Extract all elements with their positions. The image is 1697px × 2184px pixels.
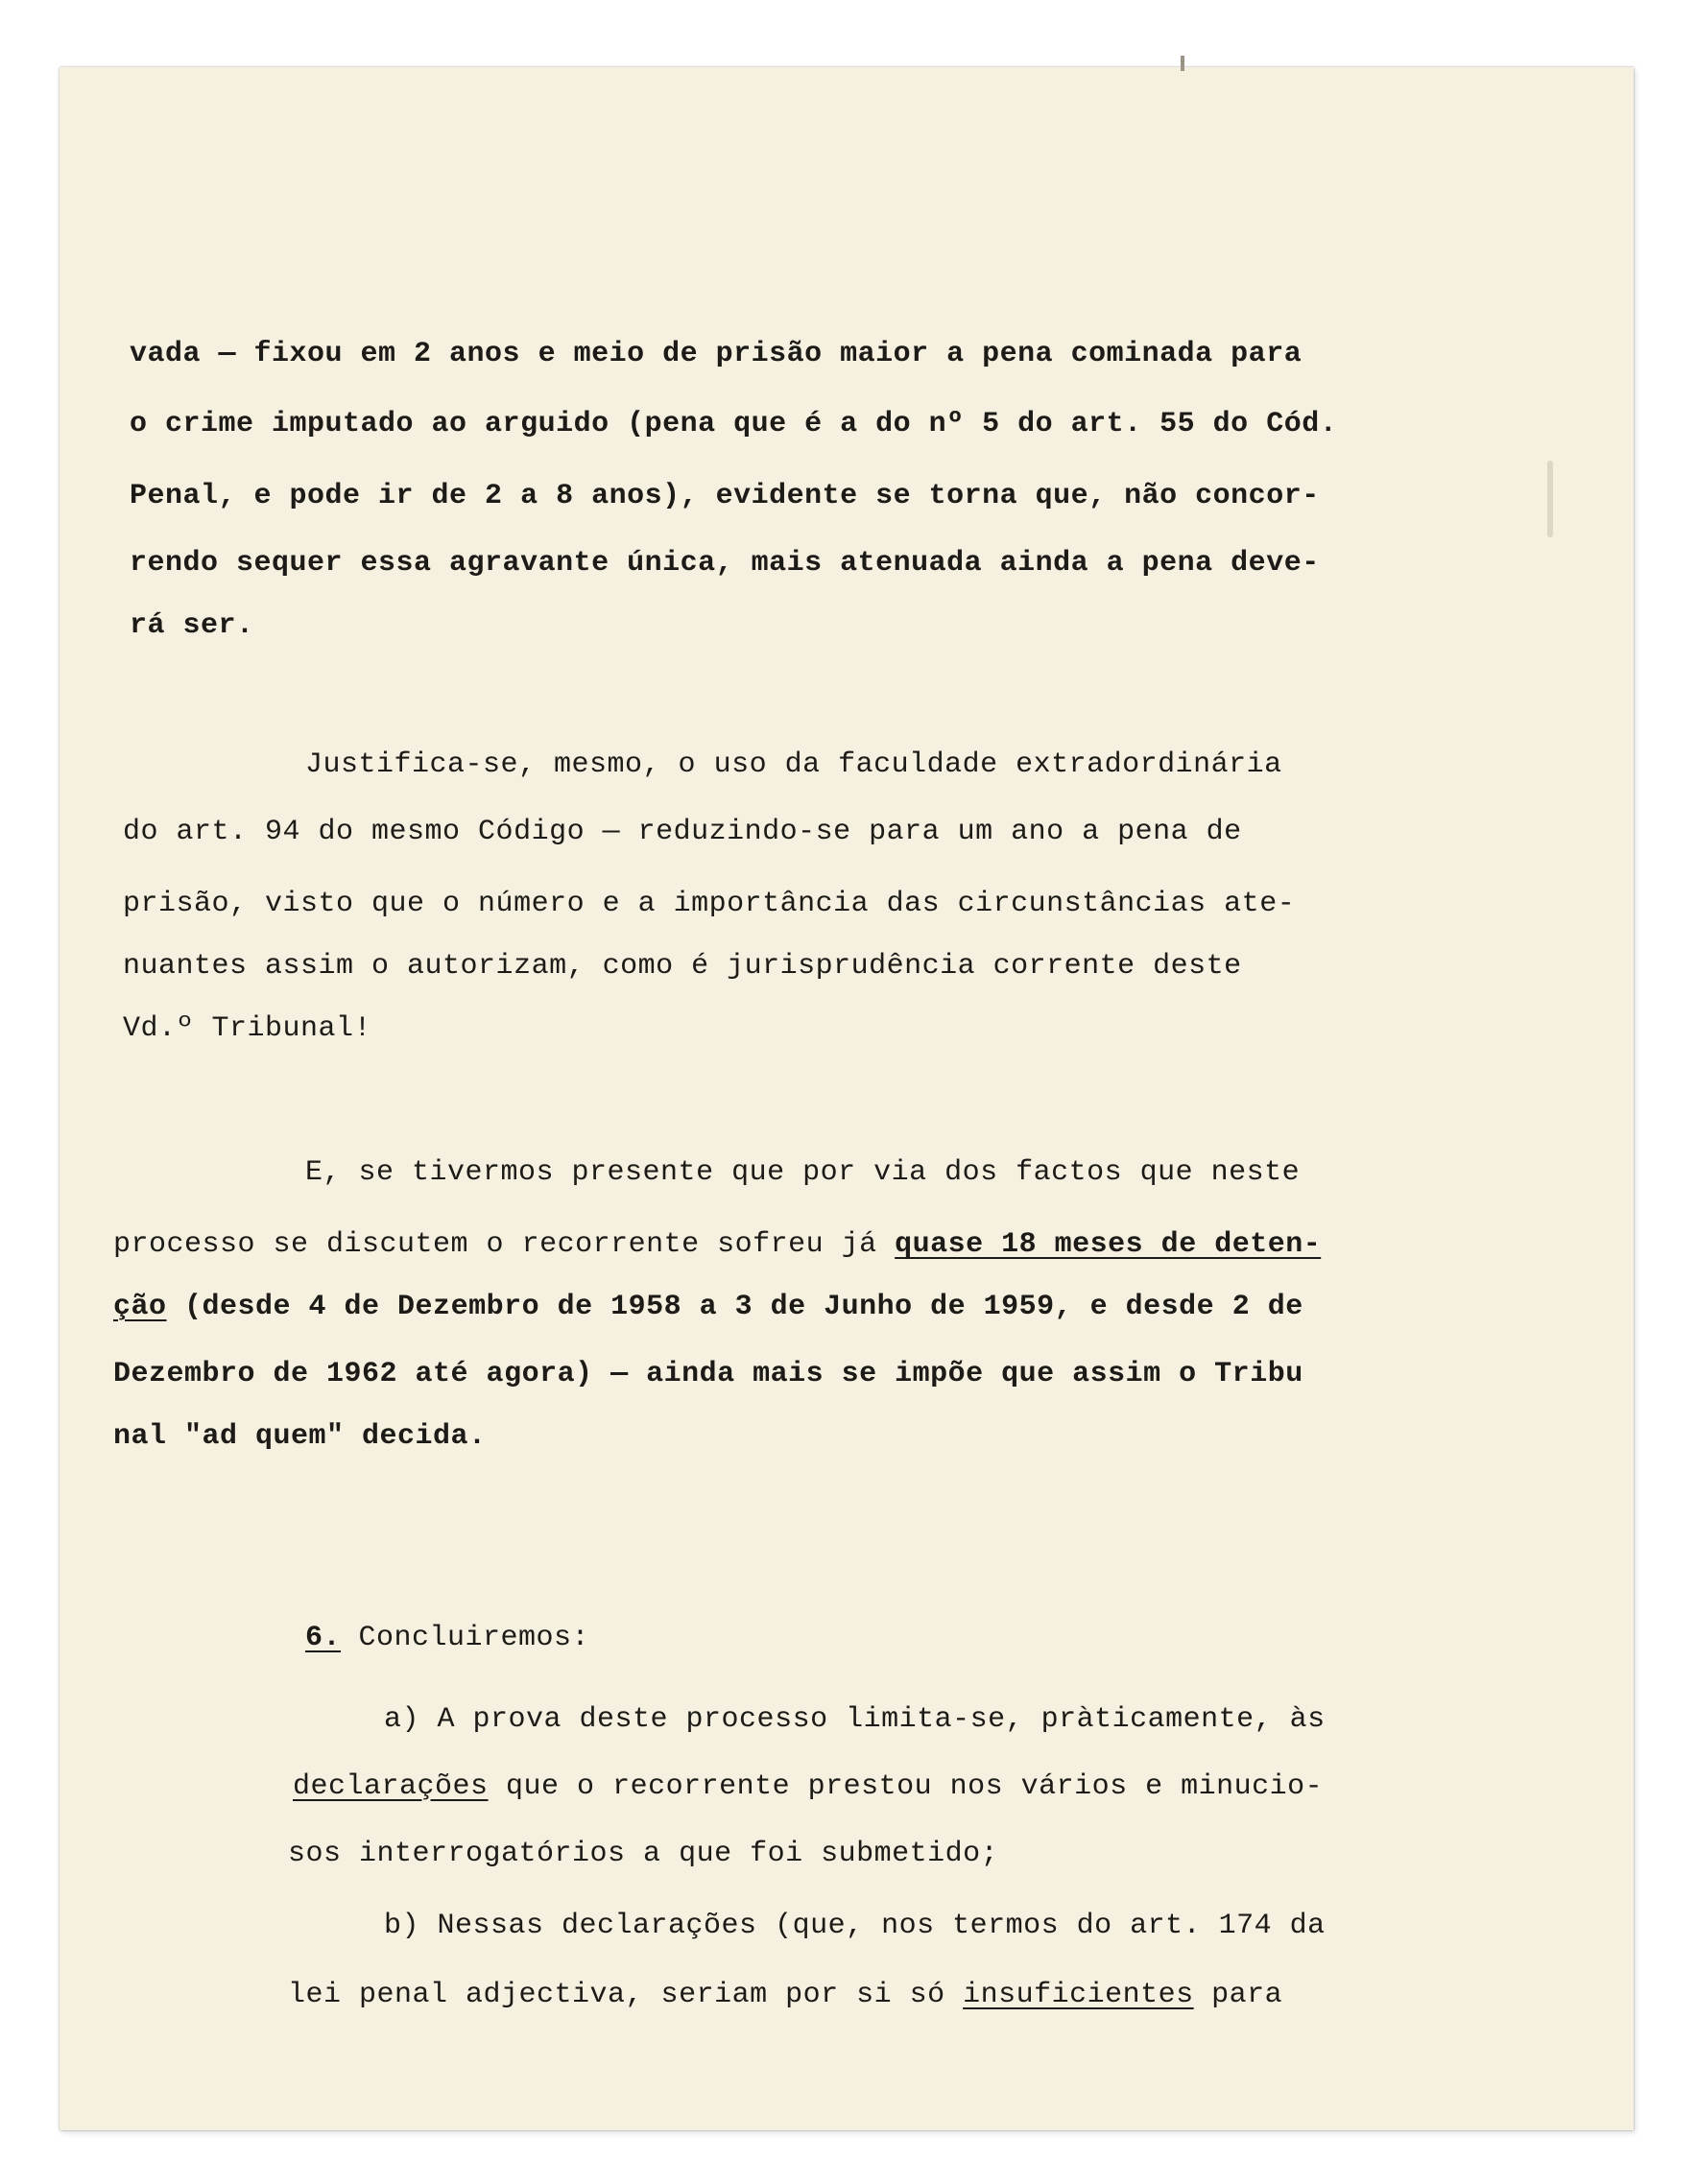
item-b-line-2-text: lei penal adjectiva, seriam por si só — [288, 1979, 964, 2011]
section-6-title: Concluiremos: — [341, 1622, 590, 1654]
section-6-heading — [305, 1622, 589, 1654]
paragraph-2-line-2: do art. 94 do mesmo Código — reduzindo-se para um ano a pena de — [123, 816, 1242, 848]
paragraph-1-line-4: rendo sequer essa agravante única, mais atenuada ainda a pena deve- — [130, 547, 1320, 580]
paragraph-3-line-5: nal "ad quem" decida. — [113, 1420, 487, 1453]
section-6-number: 6. — [305, 1622, 342, 1654]
paragraph-3-line-2-text: processo se discutem o recorrente sofreu já — [113, 1228, 896, 1261]
declarations-highlight: declarações — [293, 1770, 489, 1803]
paragraph-2-line-3: prisão, visto que o número e a importância das circunstâncias ate- — [123, 888, 1296, 920]
paragraph-1-line-3: Penal, e pode ir de 2 a 8 anos), evidente se torna que, não concor- — [130, 480, 1320, 512]
insufficient-highlight: insuficientes — [963, 1979, 1194, 2011]
paragraph-1-line-5: rá ser. — [130, 609, 254, 642]
detention-period-highlight-end: ção — [113, 1291, 167, 1323]
paragraph-2-line-1: Justifica-se, mesmo, o uso da faculdade extradordinária — [305, 748, 1282, 781]
item-b-line-1: b) Nessas declarações (que, nos termos do art. 174 da — [384, 1910, 1326, 1942]
paragraph-3-line-4: Dezembro de 1962 até agora) — ainda mais se impõe que assim o Tribu — [113, 1358, 1303, 1390]
detention-period-highlight: quase 18 meses de deten- — [895, 1228, 1322, 1261]
document-page — [60, 67, 1634, 2130]
paragraph-3-line-2 — [113, 1228, 1321, 1261]
item-a-line-3: sos interrogatórios a que foi submetido; — [288, 1838, 999, 1870]
paper-edge-mark — [1547, 461, 1553, 537]
paragraph-1-line-1: vada — fixou em 2 anos e meio de prisão maior a pena cominada para — [130, 338, 1303, 370]
paragraph-3-line-3-text: (desde 4 de Dezembro de 1958 a 3 de Junho de 1959, e desde 2 de — [166, 1291, 1303, 1323]
item-a-line-2 — [293, 1770, 1323, 1803]
paragraph-3-line-1: E, se tivermos presente que por via dos factos que neste — [305, 1156, 1301, 1189]
item-a-line-1: a) A prova deste processo limita-se, pràticamente, às — [384, 1703, 1326, 1736]
item-a-line-2-text: que o recorrente prestou nos vários e minucio- — [488, 1770, 1324, 1803]
paragraph-2-line-5: Vd.º Tribunal! — [123, 1012, 372, 1045]
item-b-line-2-end: para — [1193, 1979, 1283, 2011]
item-b-line-2 — [288, 1979, 1282, 2011]
paragraph-1-line-2: o crime imputado ao arguido (pena que é a do nº 5 do art. 55 do Cód. — [130, 408, 1338, 440]
paper-clip-mark — [1181, 56, 1184, 71]
paragraph-2-line-4: nuantes assim o autorizam, como é jurisprudência corrente deste — [123, 950, 1242, 983]
paragraph-3-line-3 — [113, 1291, 1303, 1323]
